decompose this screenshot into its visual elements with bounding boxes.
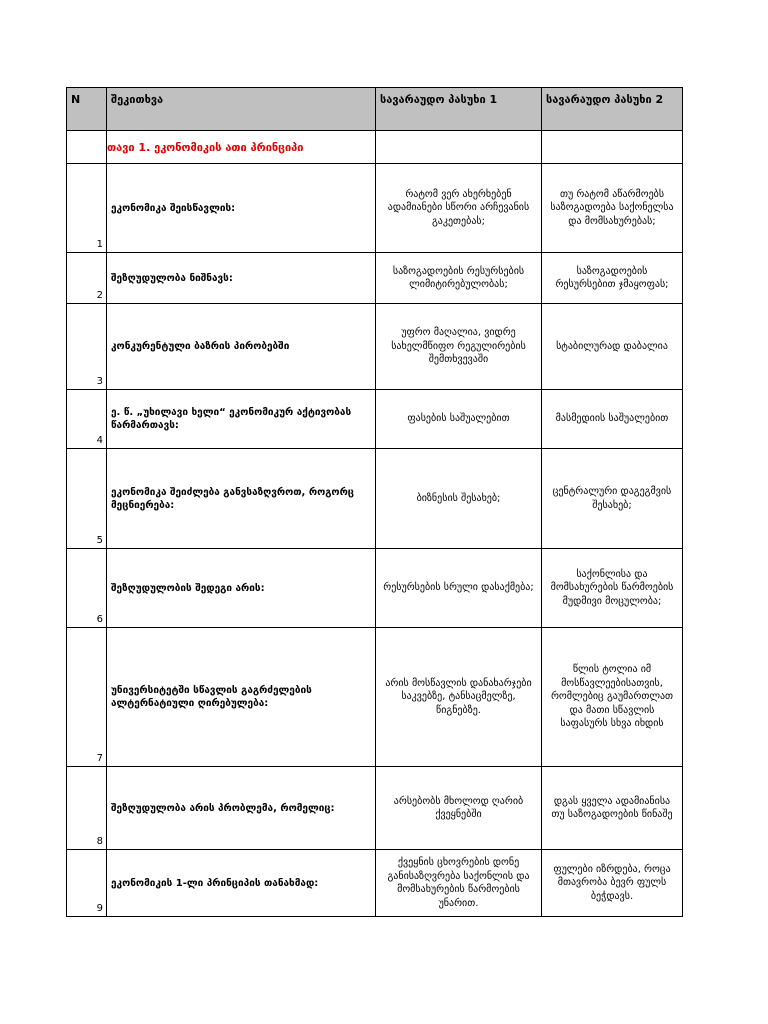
header-question: შეკითხვა xyxy=(107,88,376,131)
answer1-cell: საზოგადოების რესურსების ლიმიტირებულობას; xyxy=(376,253,542,304)
answer1-cell: რატომ ვერ ახერხებენ ადამიანები სწორი არჩევანის გაკეთებას; xyxy=(376,164,542,253)
header-answer-1: სავარაუდო პასუხი 1 xyxy=(376,88,542,131)
answer2-cell: მასმედიის საშუალებით xyxy=(542,390,683,449)
answer1-cell: არსებობს მხოლოდ ღარიბ ქვეყნებში xyxy=(376,767,542,850)
section-title: თავი 1. ეკონომიკის ათი პრინციპი xyxy=(107,131,376,164)
header-answer-2: სავარაუდო პასუხი 2 xyxy=(542,88,683,131)
question-cell: ე. წ. „უხილავი ხელი“ ეკონომიკურ აქტივობას წარმართავს: xyxy=(107,390,376,449)
table-row xyxy=(67,449,683,549)
table-row xyxy=(67,390,683,449)
question-cell: ეკონომიკა შეისწავლის: xyxy=(107,164,376,253)
answer1-cell: ბიზნესის შესახებ; xyxy=(376,449,542,549)
question-cell: შეზღუდულობა არის პრობლემა, რომელიც: xyxy=(107,767,376,850)
row-number: 7 xyxy=(67,628,107,767)
row-number: 9 xyxy=(67,850,107,917)
section-answer2-cell xyxy=(542,131,683,164)
answer1-cell: ფასების საშუალებით xyxy=(376,390,542,449)
table-row xyxy=(67,549,683,628)
row-number: 8 xyxy=(67,767,107,850)
row-number: 1 xyxy=(67,164,107,253)
table-header-row xyxy=(67,88,683,131)
question-cell: ეკონომიკა შეიძლება განვსაზღვროთ, როგორც მეცნიერება: xyxy=(107,449,376,549)
question-cell: შეზღუდულობის შედეგი არის: xyxy=(107,549,376,628)
answer1-cell: რესურსების სრული დასაქმება; xyxy=(376,549,542,628)
table-row xyxy=(67,850,683,917)
question-cell: უნივერსიტეტში სწავლის გაგრძელების ალტერნატიული ღირებულება: xyxy=(107,628,376,767)
row-number: 5 xyxy=(67,449,107,549)
header-num: N xyxy=(67,88,107,131)
row-number: 2 xyxy=(67,253,107,304)
question-cell: კონკურენტული ბაზრის პირობებში xyxy=(107,304,376,390)
answer2-cell: ცენტრალური დაგეგმვის შესახებ; xyxy=(542,449,683,549)
row-number: 6 xyxy=(67,549,107,628)
question-cell: ეკონომიკის 1-ლი პრინციპის თანახმად: xyxy=(107,850,376,917)
answer1-cell: უფრო მაღალია, ვიდრე სახელმწიფო რეგულირების შემთხვევაში xyxy=(376,304,542,390)
row-number: 3 xyxy=(67,304,107,390)
answer2-cell: სტაბილურად დაბალია xyxy=(542,304,683,390)
answer2-cell: დგას ყველა ადამიანისა თუ საზოგადოების წინაშე xyxy=(542,767,683,850)
table-row xyxy=(67,253,683,304)
answer1-cell: ქვეყნის ცხოვრების დონე განისაზღვრება საქონლის და მომსახურების წარმოების უნარით. xyxy=(376,850,542,917)
section-row xyxy=(67,131,683,164)
question-cell: შეზღუდულობა ნიშნავს: xyxy=(107,253,376,304)
answer1-cell: არის მოსწავლის დანახარჯები საკვებზე, ტანსაცმელზე, წიგნებზე. xyxy=(376,628,542,767)
section-answer1-cell xyxy=(376,131,542,164)
row-number: 4 xyxy=(67,390,107,449)
answer2-cell: წლის ტოლია იმ მოსწავლეებისათვის, რომლებიც გაუმართლათ და მათი სწავლის საფასურს სხვა იხდის xyxy=(542,628,683,767)
section-num-cell xyxy=(67,131,107,164)
table-row xyxy=(67,304,683,390)
table-row xyxy=(67,164,683,253)
table-row xyxy=(67,767,683,850)
answer2-cell: საქონლისა და მომსახურების წარმოების მუდმივი მოცულობა; xyxy=(542,549,683,628)
table-row xyxy=(67,628,683,767)
questions-table xyxy=(66,87,683,917)
answer2-cell: საზოგადოების რესურსებით ჯმაყოფას; xyxy=(542,253,683,304)
answer2-cell: ფულები იზრდება, როცა მთავრობა ბევრ ფულს ბეჭდავს. xyxy=(542,850,683,917)
answer2-cell: თუ რატომ აწარმოებს საზოგადოება საქონელსა და მომსახურებას; xyxy=(542,164,683,253)
